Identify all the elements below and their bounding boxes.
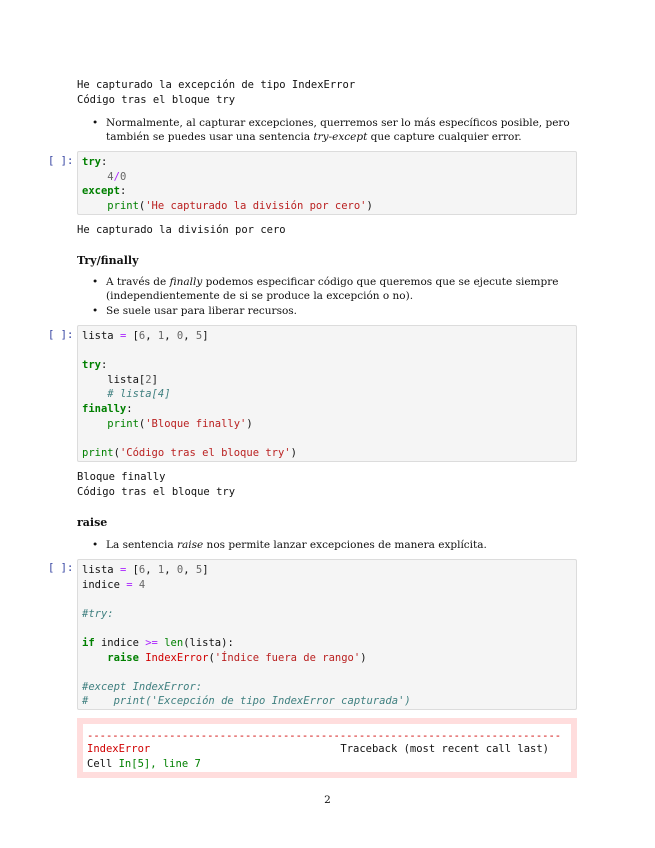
bullet-item [92,538,582,552]
bullet-text: A través de [106,276,170,288]
bullet-item [92,116,582,144]
bullet-text: La sentencia [106,539,177,551]
cell-prompt: [ ]: [48,562,74,574]
bullet-icon: • [92,539,99,551]
error-name: IndexError [87,743,151,755]
code-content: try: 4/0 except: print('He capturado la división por cero') [82,156,373,212]
page-number: 2 [324,794,331,806]
traceback-header [87,742,567,757]
output-text [77,470,235,500]
bullet-text: Se suele usar para liberar recursos. [106,305,298,317]
output-text: He capturado la división por cero [77,224,286,236]
bullet-text: podemos especificar código que queremos que se ejecute siempre (independientemente de si se produce la excepción o no). [106,276,559,302]
error-output [77,718,577,778]
bullet-emphasis: finally [169,276,203,288]
output-line: Código tras el bloque try [77,94,236,106]
section-heading: raise [77,516,108,529]
code-content: lista = [6, 1, 0, 5] try: lista[2] # lista[4] finally: print('Bloque finally') print('Código tras el bloque try') [82,330,297,459]
bullet-emphasis: raise [176,539,204,551]
code-content: lista = [6, 1, 0, 5] indice = 4 #try: if indice >= len(lista): raise IndexError('Índice fuera de rango') #except IndexError: # print('Excepción de tipo IndexError capturada') [82,564,411,708]
cell-prompt: [ ]: [48,155,74,167]
cell-prompt: [ ]: [48,329,74,341]
traceback-label: Traceback (most recent call last) [340,743,549,755]
output-text [77,78,355,108]
traceback-location: Cell In[5], line 7 [87,757,201,770]
bullet-text: nos permite lanzar excepciones de manera explícita. [203,539,487,551]
bullet-emphasis: try-except [313,131,368,143]
output-line: Código tras el bloque try [77,486,236,498]
bullet-text: Normalmente, al capturar excepciones, querremos ser lo más específicos posible, pero también se puedes usar una sentencia [106,117,570,143]
bullet-text: que capture cualquier error. [367,131,522,143]
bullet-item [92,304,582,318]
output-line: Bloque finally [77,471,166,483]
traceback-separator: --------------------------------------------------------------------------- [87,730,562,742]
bullet-item [92,275,582,303]
section-heading: Try/finally [77,254,139,267]
code-cell[interactable] [77,559,577,710]
code-cell[interactable] [77,151,577,215]
code-cell[interactable] [77,325,577,462]
bullet-icon: • [92,305,99,317]
bullet-icon: • [92,117,99,129]
bullet-icon: • [92,276,99,288]
output-line: He capturado la excepción de tipo IndexError [77,79,356,91]
